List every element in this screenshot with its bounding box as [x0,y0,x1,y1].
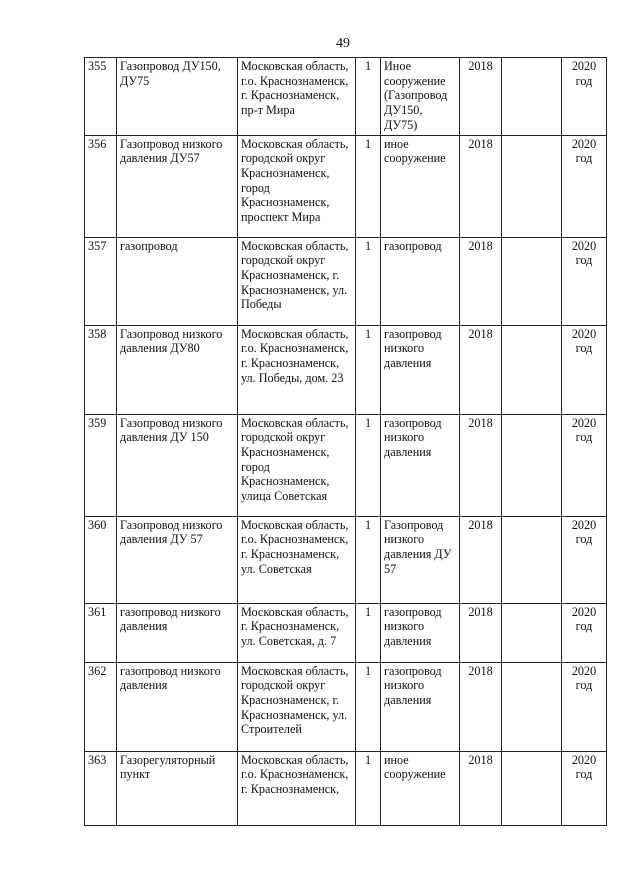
object-quantity: 1 [356,414,381,516]
object-quantity: 1 [356,516,381,603]
property-register-table [84,57,607,826]
planned-year: 2020 год [571,604,597,634]
page-number: 49 [336,36,350,51]
object-name: Газопровод низкого давления ДУ 57 [117,516,238,603]
object-quantity: 1 [356,135,381,237]
empty-cell [502,414,562,516]
table-row [85,135,607,237]
table-row [85,58,607,136]
object-name: газопровод [117,237,238,325]
object-year: 2018 [460,516,502,603]
empty-cell [502,751,562,825]
planned-year: 2020 год [571,136,597,166]
object-name: Газопровод низкого давления ДУ57 [117,135,238,237]
empty-cell [502,603,562,662]
object-address: Московская область, г.о. Краснознаменск, г. Краснознаменск, [238,751,356,825]
object-type: газопровод низкого давления [381,325,460,414]
row-number: 359 [85,414,117,516]
object-year: 2018 [460,751,502,825]
object-year: 2018 [460,58,502,136]
row-number: 356 [85,135,117,237]
row-number: 357 [85,237,117,325]
object-type: Иное сооружение (Газопровод ДУ150, ДУ75) [381,58,460,136]
table-row [85,516,607,603]
object-year: 2018 [460,237,502,325]
empty-cell [502,237,562,325]
object-address: Московская область, г. Краснознаменск, ул. Советская, д. 7 [238,603,356,662]
object-type: газопровод низкого давления [381,603,460,662]
object-quantity: 1 [356,237,381,325]
object-address: Московская область, г.о. Краснознаменск, г. Краснознаменск, ул. Советская [238,516,356,603]
row-number: 355 [85,58,117,136]
object-type: иное сооружение [381,751,460,825]
object-address: Московская область, г.о. Краснознаменск, г. Краснознаменск, ул. Победы, дом. 23 [238,325,356,414]
row-number: 358 [85,325,117,414]
object-year: 2018 [460,603,502,662]
object-type: газопровод [381,237,460,325]
row-number: 362 [85,662,117,751]
object-type: газопровод низкого давления [381,414,460,516]
planned-year: 2020 год [571,517,597,547]
planned-year: 2020 год [571,238,597,268]
object-year: 2018 [460,325,502,414]
table-row [85,751,607,825]
table-row [85,603,607,662]
planned-year: 2020 год [571,663,597,693]
empty-cell [502,58,562,136]
table-row [85,414,607,516]
object-quantity: 1 [356,325,381,414]
object-address: Московская область, городской округ Краснознаменск, город Краснознаменск, улица Советская [238,414,356,516]
empty-cell [502,325,562,414]
object-type: газопровод низкого давления [381,662,460,751]
table-row [85,662,607,751]
object-quantity: 1 [356,662,381,751]
object-year: 2018 [460,662,502,751]
planned-year: 2020 год [571,59,597,88]
object-address: Московская область, городской округ Краснознаменск, город Краснознаменск, проспект Мира [238,135,356,237]
object-quantity: 1 [356,751,381,825]
planned-year: 2020 год [571,326,597,356]
object-year: 2018 [460,414,502,516]
object-name: газопровод низкого давления [117,662,238,751]
row-number: 363 [85,751,117,825]
object-quantity: 1 [356,58,381,136]
object-name: Газопровод низкого давления ДУ80 [117,325,238,414]
empty-cell [502,662,562,751]
object-type: иное сооружение [381,135,460,237]
empty-cell [502,516,562,603]
object-type: Газопровод низкого давления ДУ 57 [381,516,460,603]
object-address: Московская область, городской округ Краснознаменск, г. Краснознаменск, ул. Строителей [238,662,356,751]
empty-cell [502,135,562,237]
row-number: 360 [85,516,117,603]
object-year: 2018 [460,135,502,237]
row-number: 361 [85,603,117,662]
planned-year: 2020 год [571,415,597,445]
object-name: Газорегуляторный пункт [117,751,238,825]
table-row [85,325,607,414]
planned-year: 2020 год [571,752,597,782]
object-name: Газопровод низкого давления ДУ 150 [117,414,238,516]
object-name: Газопровод ДУ150, ДУ75 [117,58,238,136]
object-address: Московская область, городской округ Краснознаменск, г. Краснознаменск, ул. Победы [238,237,356,325]
table-row [85,237,607,325]
object-name: газопровод низкого давления [117,603,238,662]
object-quantity: 1 [356,603,381,662]
object-address: Московская область, г.о. Краснознаменск, г. Краснознаменск, пр-т Мира [238,58,356,136]
